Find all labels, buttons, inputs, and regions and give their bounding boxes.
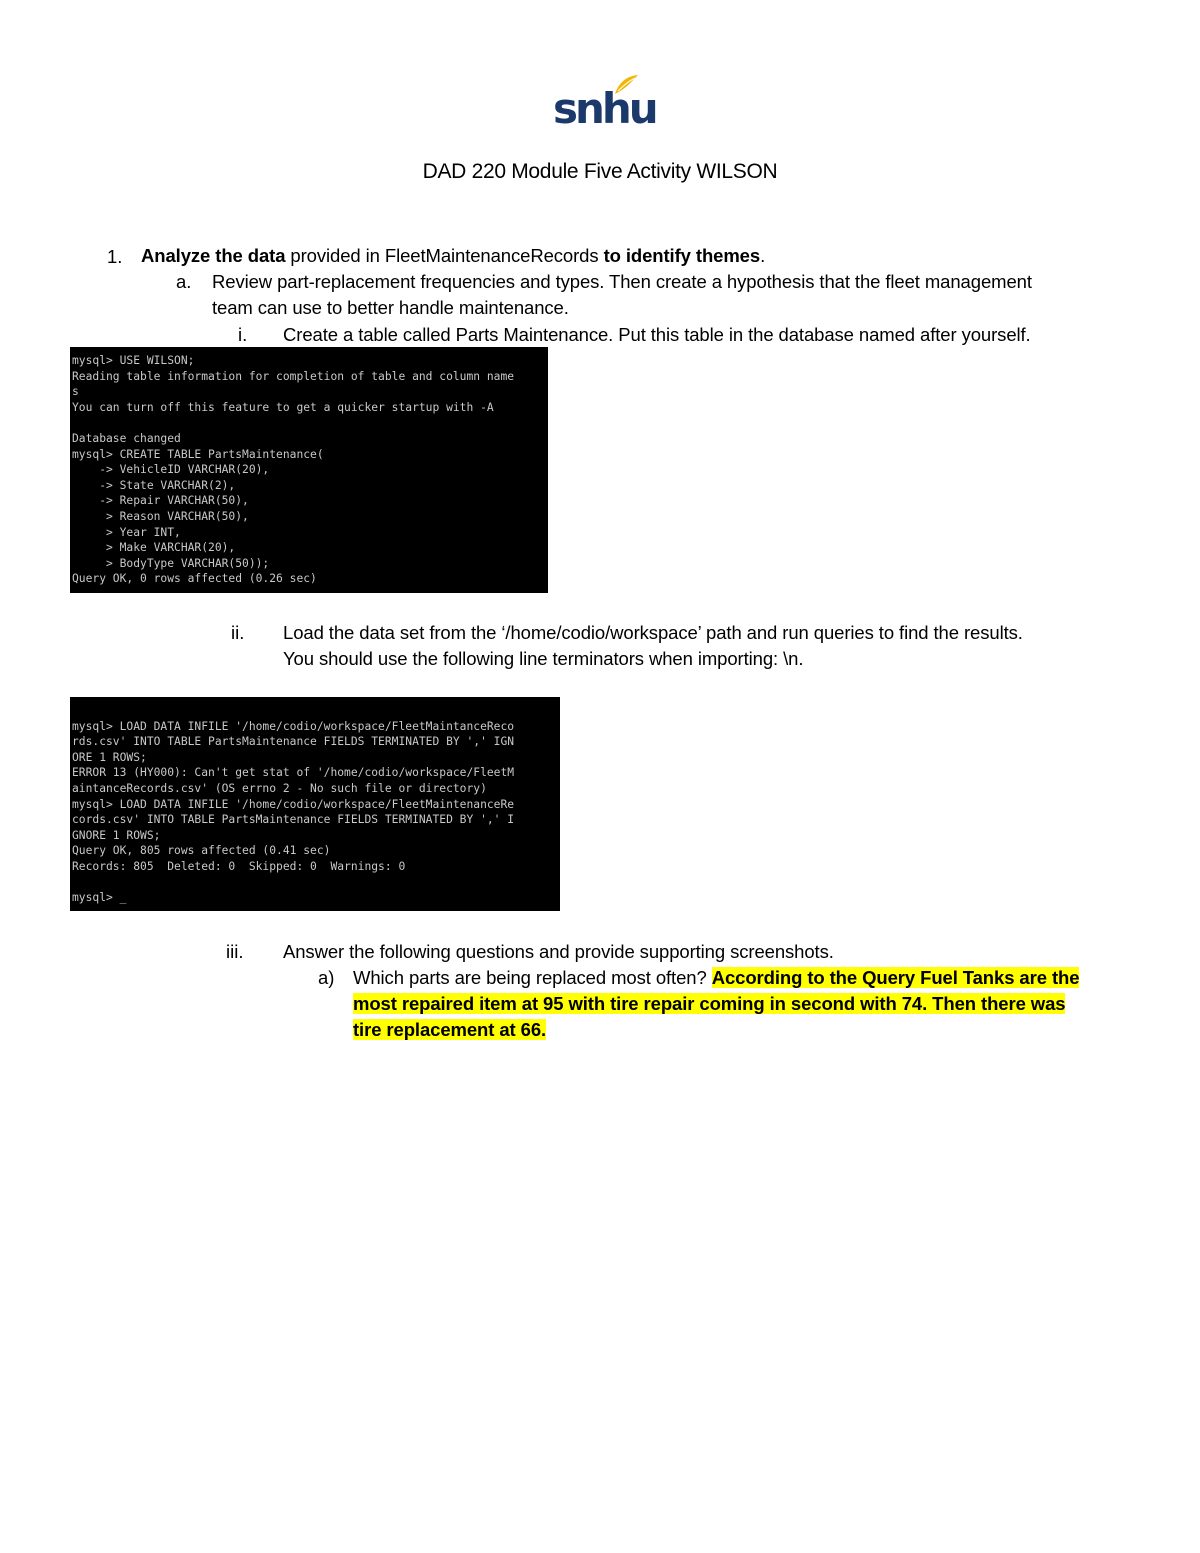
leaf-icon	[613, 74, 639, 96]
list-marker-iii: iii.	[226, 941, 244, 962]
terminal-line: Database changed	[72, 431, 181, 445]
terminal-line: aintanceRecords.csv' (OS errno 2 - No such file or directory)	[72, 781, 487, 795]
terminal-line	[72, 703, 558, 719]
terminal-line: > BodyType VARCHAR(50));	[72, 556, 270, 570]
terminal-screenshot-create-table	[70, 347, 548, 593]
terminal-line: Query OK, 805 rows affected (0.41 sec)	[72, 844, 331, 858]
terminal-screenshot-load-data	[70, 697, 560, 911]
question-a-question: Which parts are being replaced most often?	[353, 967, 712, 988]
terminal-line: Query OK, 0 rows affected (0.26 sec)	[72, 572, 317, 586]
terminal-line: rds.csv' INTO TABLE PartsMaintenance FIELDS TERMINATED BY ',' IGN	[72, 735, 515, 749]
terminal-line: -> State VARCHAR(2),	[72, 478, 236, 492]
item-i-text: Create a table called Parts Maintenance. Put this table in the database named after yourself.	[283, 324, 1031, 345]
terminal-line: > Reason VARCHAR(50),	[72, 509, 249, 523]
terminal-line: Records: 805 Deleted: 0 Skipped: 0 Warnings: 0	[72, 859, 406, 873]
terminal-line: -> Repair VARCHAR(50),	[72, 494, 249, 508]
question-a-line3	[353, 1017, 546, 1043]
item-1-text-part1: provided in FleetMaintenanceRecords	[285, 245, 604, 266]
item-iii-text: Answer the following questions and provide supporting screenshots.	[283, 941, 834, 962]
terminal-line: ORE 1 ROWS;	[72, 750, 147, 764]
terminal-line: GNORE 1 ROWS;	[72, 828, 161, 842]
list-marker-i: i.	[238, 324, 248, 345]
terminal-line	[72, 415, 546, 431]
terminal-line: > Make VARCHAR(20),	[72, 541, 236, 555]
terminal-line: You can turn off this feature to get a quicker startup with -A	[72, 400, 494, 414]
terminal-line: mysql> _	[72, 891, 127, 905]
item-ii-line2: You should use the following line terminators when importing: \n.	[283, 648, 804, 669]
terminal-line: mysql> LOAD DATA INFILE '/home/codio/workspace/FleetMaintenanceRe	[72, 797, 515, 811]
terminal-line: mysql> CREATE TABLE PartsMaintenance(	[72, 447, 324, 461]
terminal-line: -> VehicleID VARCHAR(20),	[72, 463, 270, 477]
terminal-line: > Year INT,	[72, 525, 181, 539]
question-a-answer-part2: most repaired item at 95 with tire repair coming in second with 74. Then there was	[353, 993, 1066, 1014]
item-1-text	[141, 243, 765, 269]
list-marker-1: 1.	[107, 246, 123, 267]
item-1-bold-themes: to identify themes	[603, 245, 761, 266]
list-marker-a: a.	[176, 271, 192, 292]
item-ii-line1: Load the data set from the ‘/home/codio/workspace’ path and run queries to find the results.	[283, 622, 1023, 643]
question-a-answer-part3: tire replacement at 66.	[353, 1019, 547, 1040]
question-a-answer-part1: According to the Query Fuel Tanks are the	[711, 967, 1080, 988]
terminal-line: mysql> LOAD DATA INFILE '/home/codio/workspace/FleetMaintanceReco	[72, 719, 515, 733]
item-1-text-part2: .	[760, 245, 766, 266]
terminal-line: mysql> USE WILSON;	[72, 354, 195, 367]
logo-text: snhu	[553, 84, 656, 133]
terminal-line	[72, 875, 558, 891]
question-a-line1	[353, 965, 1079, 991]
list-marker-ii: ii.	[231, 622, 245, 643]
terminal-line: cords.csv' INTO TABLE PartsMaintenance FIELDS TERMINATED BY ',' I	[72, 813, 515, 827]
snhu-logo	[553, 74, 656, 136]
page-title: DAD 220 Module Five Activity WILSON	[422, 160, 778, 183]
item-a-line1: Review part-replacement frequencies and types. Then create a hypothesis that the fleet management	[212, 271, 1032, 292]
terminal-line: Reading table information for completion of table and column name	[72, 369, 515, 383]
terminal-line: s	[72, 385, 79, 399]
item-a-line2: team can use to better handle maintenance.	[212, 297, 569, 318]
terminal-line: ERROR 13 (HY000): Can't get stat of '/home/codio/workspace/FleetM	[72, 766, 515, 780]
list-marker-question-a: a)	[318, 967, 335, 988]
question-a-line2	[353, 991, 1065, 1017]
item-1-bold-analyze: Analyze the data	[141, 245, 286, 266]
